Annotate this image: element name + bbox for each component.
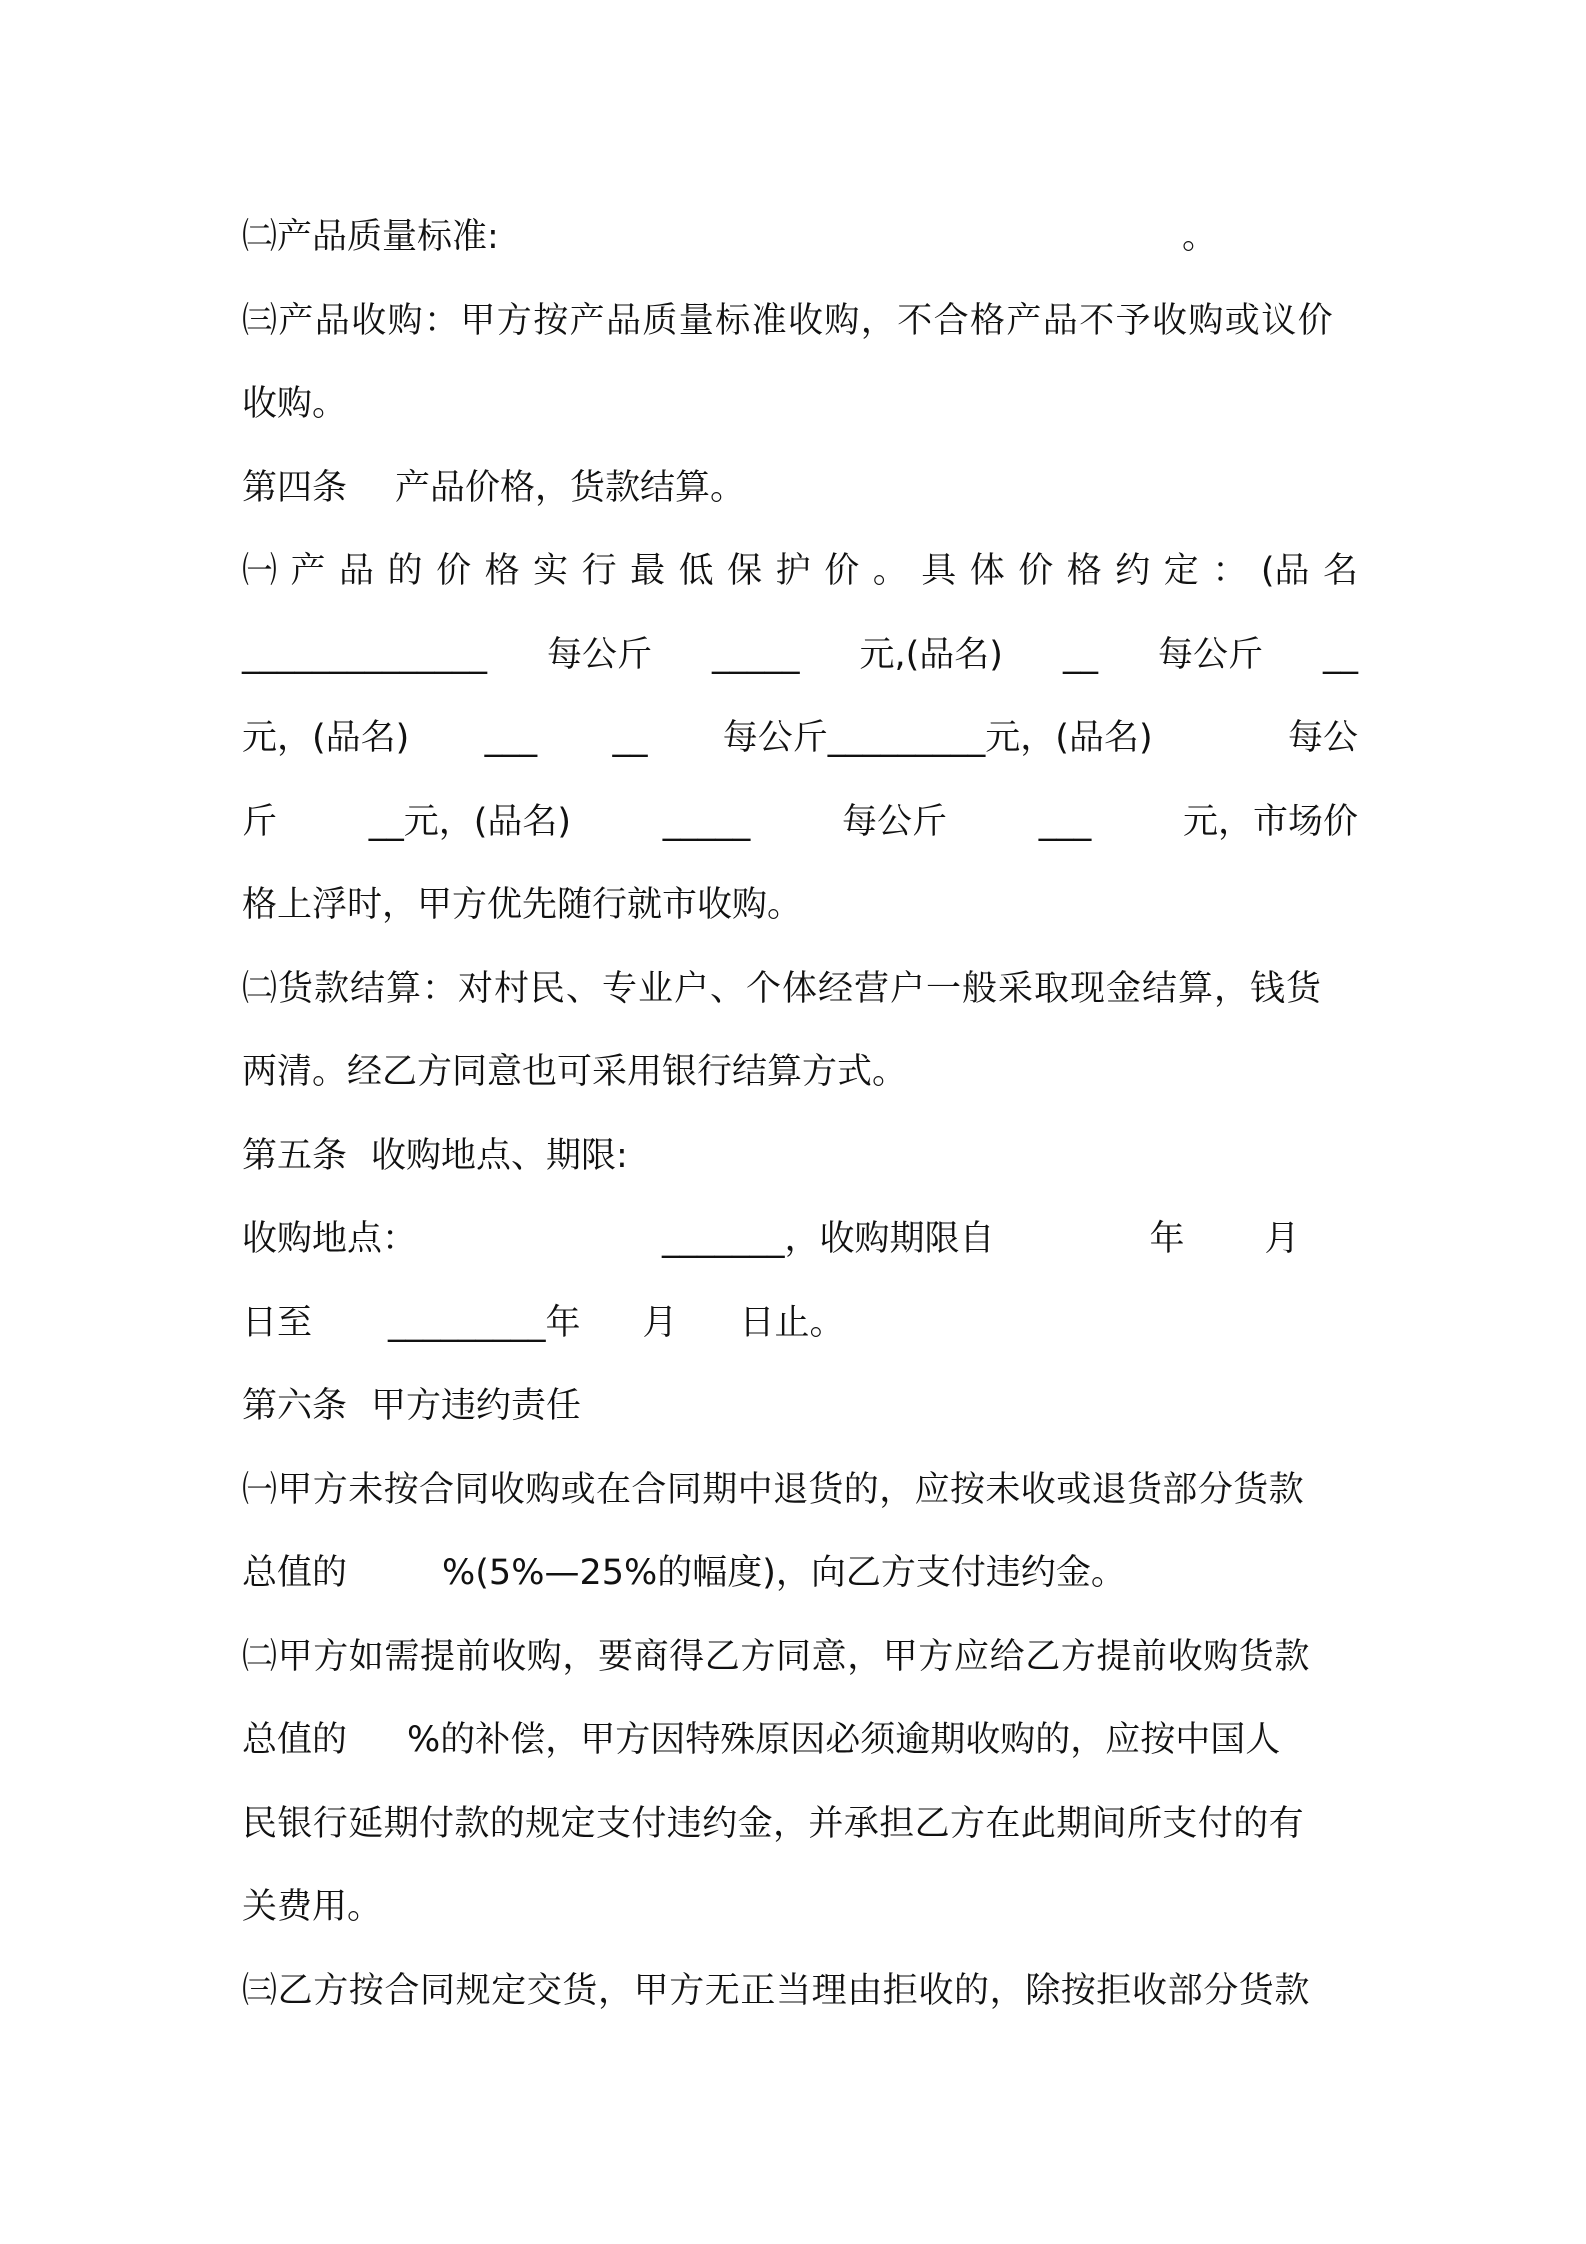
text-segment: ㈠甲方未按合同收购或在合同期中退货的，应按未收或退货部分货款 — [242, 1469, 1305, 1510]
text-segment: 元，市场价 — [1182, 801, 1358, 842]
text-line — [242, 1783, 1358, 1867]
text-segment: 每公斤 — [1157, 634, 1263, 675]
blank-field: ___ — [484, 718, 538, 758]
text-segment: 的 — [387, 551, 423, 591]
text-line — [242, 280, 1358, 364]
text-segment: 产品价格，货款结算。 — [395, 467, 746, 508]
text-segment: 价 — [436, 551, 472, 591]
text-segment: _________年 — [388, 1302, 581, 1343]
document-body — [242, 196, 1358, 2033]
text-line-location — [242, 1198, 1358, 1282]
text-line — [242, 1866, 1358, 1950]
text-line — [242, 948, 1358, 1032]
text-segment: 第六条 — [242, 1386, 348, 1426]
blank-field: __ — [1322, 634, 1358, 675]
text-line — [242, 1950, 1358, 2034]
section-heading-article-6 — [242, 1365, 1358, 1449]
text-segment: ㈠ — [242, 551, 278, 591]
text-segment: 第五条 — [242, 1135, 348, 1176]
text-line-quality-standard — [242, 196, 1358, 280]
text-line-price-blanks — [242, 614, 1358, 698]
blank-field: __ — [612, 718, 648, 758]
text-segment: 约 — [1115, 551, 1151, 591]
text-segment: 月 — [642, 1302, 678, 1343]
text-segment: 产 — [290, 551, 326, 591]
text-segment: 日至 — [242, 1302, 313, 1343]
text-segment: 第四条 — [242, 467, 348, 508]
text-segment: 价 — [824, 551, 860, 591]
text-line-spaced — [242, 530, 1358, 614]
text-line-price-blanks — [242, 697, 1358, 781]
text-segment: 具 — [921, 551, 957, 591]
text-segment: 民银行延期付款的规定支付违约金，并承担乙方在此期间所支付的有 — [242, 1803, 1305, 1844]
blank-field: _____ — [712, 634, 800, 675]
text-line — [242, 1449, 1358, 1533]
text-segment: 最 — [630, 551, 666, 591]
text-segment: 品 — [339, 551, 375, 591]
text-segment: 总值的 — [242, 1553, 348, 1593]
text-segment: 。 — [872, 551, 908, 591]
text-segment: 护 — [775, 551, 811, 591]
text-line — [242, 864, 1358, 948]
text-segment: 关费用。 — [242, 1887, 383, 1927]
text-segment: _______，收购期限自 — [662, 1219, 995, 1259]
text-segment: 每公斤_________元，(品名) — [722, 718, 1153, 758]
text-segment: ㈢产品收购：甲方按产品质量标准收购，不合格产品不予收购或议价 — [242, 300, 1335, 341]
text-segment: 元,(品名) — [859, 634, 1003, 675]
text-segment: 行 — [581, 551, 617, 591]
text-segment: 格 — [484, 551, 520, 591]
text-segment: __元，(品名) — [368, 801, 572, 842]
text-segment: 。 — [1182, 217, 1218, 257]
text-line — [242, 1031, 1358, 1115]
text-segment: 收购地点、期限: — [371, 1135, 628, 1176]
text-line — [242, 1699, 1358, 1783]
text-segment: ㈡产品质量标准: — [242, 217, 499, 257]
text-segment: 月 — [1264, 1219, 1300, 1259]
text-segment: 保 — [727, 551, 763, 591]
text-segment: ： — [1212, 551, 1248, 591]
text-line — [242, 1532, 1358, 1616]
text-segment: 两清。经乙方同意也可采用银行结算方式。 — [242, 1052, 908, 1092]
text-segment: 每公斤 — [547, 634, 653, 675]
text-segment: 每公斤 — [841, 801, 947, 842]
blank-field: _____ — [662, 801, 751, 842]
text-segment: 实 — [533, 551, 569, 591]
blank-field: ______________ — [242, 634, 487, 675]
text-segment: ㈡甲方如需提前收购，要商得乙方同意，甲方应给乙方提前收购货款 — [242, 1636, 1311, 1677]
text-segment: 元，(品名) — [242, 718, 410, 758]
text-segment: ㈢乙方按合同规定交货，甲方无正当理由拒收的，除按拒收部分货款 — [242, 1970, 1311, 2011]
text-segment: ㈡货款结算：对村民、专业户、个体经营户一般采取现金结算，钱货 — [242, 968, 1323, 1009]
text-segment: %的补偿，甲方因特殊原因必须逾期收购的，应按中国人 — [407, 1720, 1281, 1760]
text-segment: 价 — [1018, 551, 1054, 591]
text-segment: 定 — [1163, 551, 1199, 591]
text-segment: 斤 — [242, 801, 278, 842]
text-segment: 格 — [1066, 551, 1102, 591]
text-segment: 总值的 — [242, 1720, 348, 1760]
text-segment: 每公 — [1287, 718, 1358, 758]
blank-field: __ — [1062, 634, 1098, 675]
text-segment: 格上浮时，甲方优先随行就市收购。 — [242, 885, 803, 925]
section-heading-article-4 — [242, 447, 1358, 531]
text-segment: 收购地点： — [242, 1219, 418, 1259]
text-segment: %(5%—25%的幅度)，向乙方支付违约金。 — [442, 1553, 1126, 1593]
text-segment: 收购。 — [242, 384, 348, 424]
text-segment: 甲方违约责任 — [371, 1386, 582, 1426]
text-line-period — [242, 1282, 1358, 1366]
text-segment: 日止。 — [739, 1302, 845, 1343]
text-segment: (品 — [1260, 551, 1310, 591]
text-line — [242, 363, 1358, 447]
text-line-price-blanks — [242, 781, 1358, 865]
text-segment: 体 — [969, 551, 1005, 591]
text-segment: 名 — [1322, 551, 1358, 591]
section-heading-article-5 — [242, 1115, 1358, 1199]
text-line — [242, 1616, 1358, 1700]
blank-field: ___ — [1038, 801, 1092, 842]
text-segment: 低 — [678, 551, 714, 591]
text-segment: 年 — [1149, 1219, 1185, 1259]
